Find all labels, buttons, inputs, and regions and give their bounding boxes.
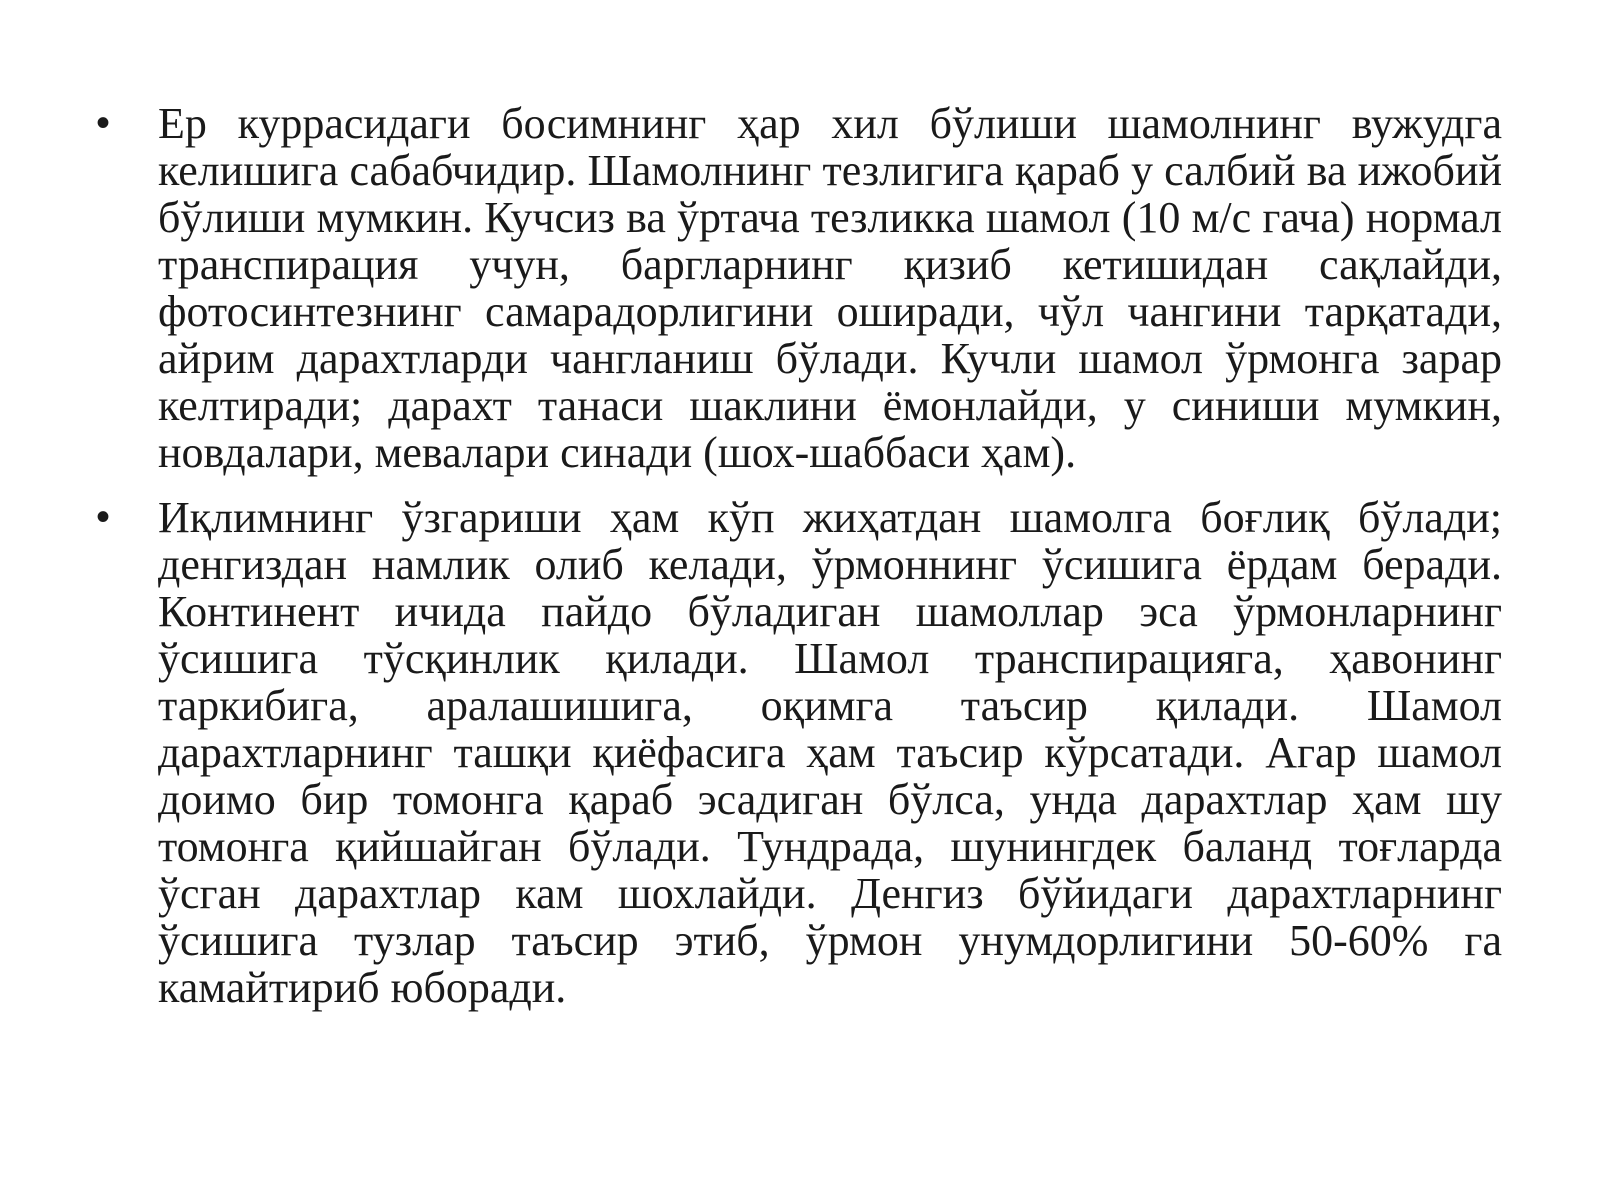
bullet-list (90, 100, 1502, 1029)
paragraph-wind-effects: Ер куррасидаги босимнинг ҳар хил бўлиши шамолнинг вужудга келишига сабабчидир. Шамолнинг тезлигига қараб у салбий ва ижобий бўлиши мумкин. Кучсиз ва ўртача тезликка шамол (10 м/с гача) нормал транспирация учун, баргларнинг қизиб кетишидан сақлайди, фотосинтезнинг самарадорлигини оширади, чўл чангини тарқатади, айрим дарахтларди чангланиш бўлади. Кучли шамол ўрмонга зарар келтиради; дарахт танаси шаклини ёмонлайди, у синиши мумкин, новдалари, мевалари синади (шох-шаббаси ҳам). (158, 99, 1502, 477)
list-item (90, 100, 1502, 476)
bullet-icon: • (96, 495, 111, 539)
list-item (90, 494, 1502, 1011)
bullet-icon: • (96, 101, 111, 145)
paragraph-climate-change: Иқлимнинг ўзгариши ҳам кўп жиҳатдан шамолга боғлиқ бўлади; денгиздан намлик олиб келади, ўрмоннинг ўсишига ёрдам беради. Континент ичида пайдо бўладиган шамоллар эса ўрмонларнинг ўсишига тўсқинлик қилади. Шамол транспирацияга, ҳавонинг таркибига, аралашишига, оқимга таъсир қилади. Шамол дарахтларнинг ташқи қиёфасига ҳам таъсир кўрсатади. Агар шамол доимо бир томонга қараб эсадиган бўлса, унда дарахтлар ҳам шу томонга қийшайган бўлади. Тундрада, шунингдек баланд тоғларда ўсган дарахтлар кам шохлайди. Денгиз бўйидаги дарахтларнинг ўсишига тузлар таъсир этиб, ўрмон унумдорлигини 50-60% га камайтириб юборади. (158, 493, 1502, 1012)
